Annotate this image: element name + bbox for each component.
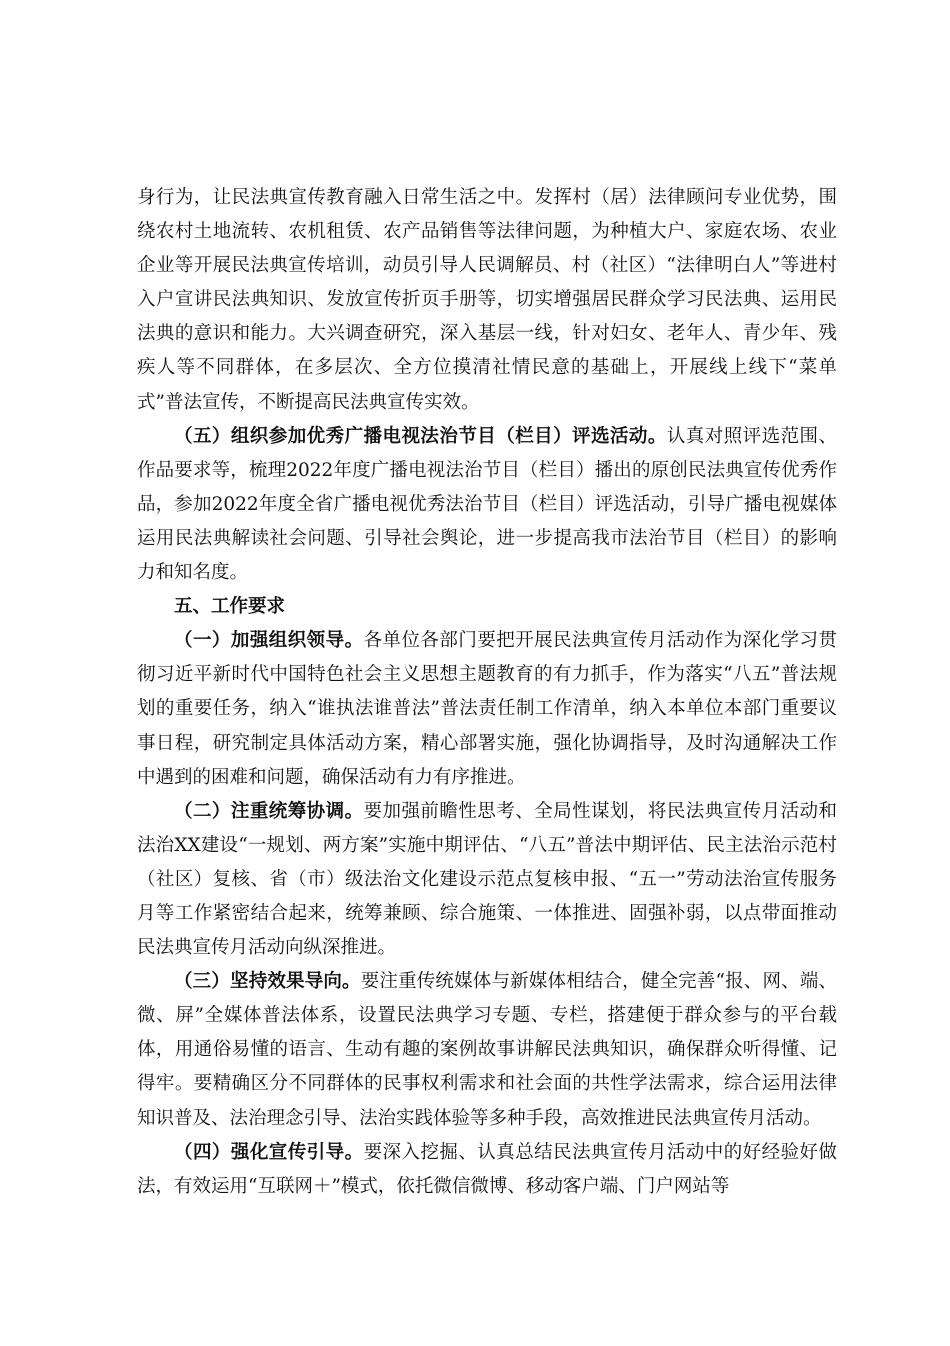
paragraph-item-5-broadcast <box>137 420 837 590</box>
paragraph-text: 各单位各部门要把开展民法典宣传月活动作为深化学习贯彻习近平新时代中国特色社会主义思想主题教育的有力抓手，作为落实“八五”普法规划的重要任务，纳入“谁执法谁普法”普法责任制工作清单，纳入本单位本部门重要议事日程，研究制定具体活动方案，精心部署实施，强化协调指导，及时沟通解决工作中遇到的困难和问题，确保活动有力有序推进。 <box>137 630 837 788</box>
paragraph-requirement-3 <box>137 965 837 1135</box>
paragraph-text: 身行为，让民法典宣传教育融入日常生活之中。发挥村（居）法律顾问专业优势，围绕农村土地流转、农机租赁、农产品销售等法律问题，为种植大户、家庭农场、农业企业等开展民法典宣传培训，动员引导人民调解员、村（社区）“法律明白人”等进村入户宣讲民法典知识、发放宣传折页手册等，切实增强居民群众学习民法典、运用民法典的意识和能力。大兴调查研究，深入基层一线，针对妇女、老年人、青少年、残疾人等不同群体，在多层次、全方位摸清社情民意的基础上，开展线上线下“菜单式”普法宣传，不断提高民法典宣传实效。 <box>137 187 837 413</box>
paragraph-text: 要注重传统媒体与新媒体相结合，健全完善“报、网、端、微、屏”全媒体普法体系，设置民法典学习专题、专栏，搭建便于群众参与的平台载体，用通俗易懂的语言、生动有趣的案例故事讲解民法典知识，确保群众听得懂、记得牢。要精确区分不同群体的民事权利需求和社会面的共性学法需求，综合运用法律知识普及、法治理念引导、法治实践体验等多种手段，高效推进民法典宣传月活动。 <box>137 971 837 1129</box>
document-body <box>137 181 837 1204</box>
paragraph-text: 要深入挖掘、认真总结民法典宣传月活动中的好经验好做法，有效运用“互联网＋”模式，依托微信微博、移动客户端、门户网站等 <box>137 1141 837 1197</box>
section-heading: 五、工作要求 <box>174 596 286 618</box>
paragraph-requirement-4 <box>137 1136 837 1204</box>
item-heading: （五）组织参加优秀广播电视法治节目（栏目）评选活动。 <box>174 425 667 447</box>
paragraph-continuation <box>137 181 837 420</box>
item-heading: （二）注重统筹协调。 <box>174 800 364 822</box>
item-heading: （一）加强组织领导。 <box>174 630 364 652</box>
paragraph-text: 认真对照评选范围、作品要求等，梳理2022年度广播电视法治节目（栏目）播出的原创民法典宣传优秀作品，参加2022年度全省广播电视优秀法治节目（栏目）评选活动，引导广播电视媒体运用民法典解读社会问题、引导社会舆论，进一步提高我市法治节目（栏目）的影响力和知名度。 <box>137 425 837 584</box>
item-heading: （四）强化宣传引导。 <box>174 1141 364 1163</box>
paragraph-requirement-1 <box>137 624 837 794</box>
item-heading: （三）坚持效果导向。 <box>174 971 361 993</box>
paragraph-text: 要加强前瞻性思考、全局性谋划，将民法典宣传月活动和法治XX建设“一规划、两方案”实施中期评估、“八五”普法中期评估、民主法治示范村（社区）复核、省（市）级法治文化建设示范点复核申报、“五一”劳动法治宣传服务月等工作紧密结合起来，统筹兼顾、综合施策、一体推进、固强补弱，以点带面推动民法典宣传月活动向纵深推进。 <box>137 800 837 959</box>
paragraph-requirement-2 <box>137 795 837 965</box>
